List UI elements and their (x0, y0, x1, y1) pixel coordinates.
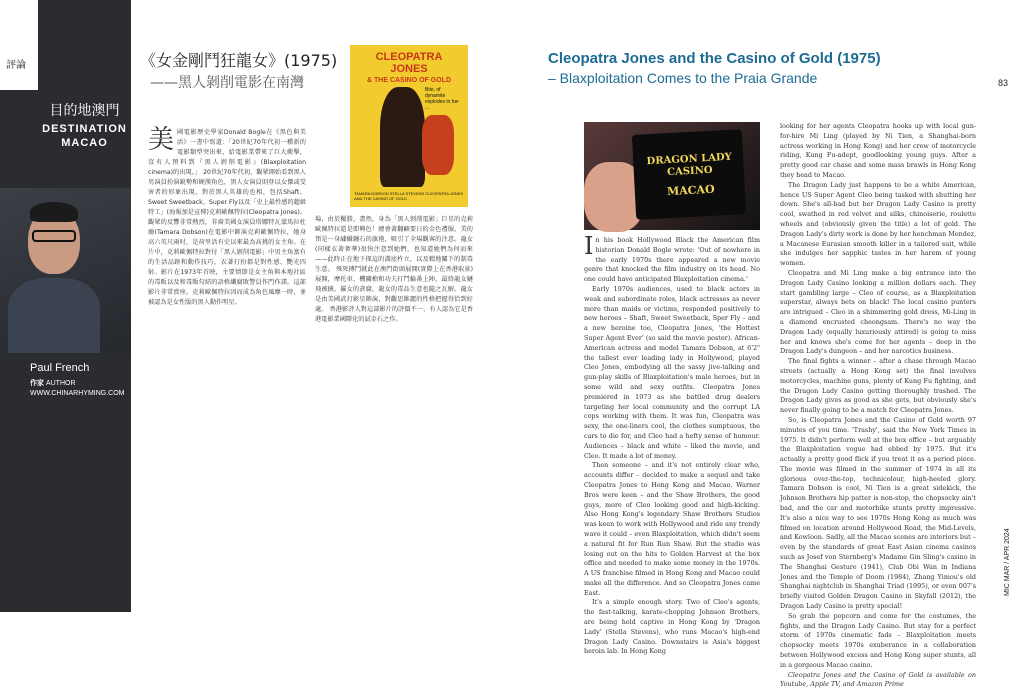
author-website-link[interactable]: WWW.CHINARHYMING.COM (30, 390, 125, 397)
poster-figure (380, 87, 425, 187)
zh-column-2 (315, 215, 473, 605)
column-title-en (38, 122, 131, 150)
author-shirt (8, 278, 100, 353)
matchbox (632, 129, 746, 220)
author-role (30, 378, 76, 388)
en-paragraph-1: n his book Hollywood Black the American film historian Donald Bogle wrote: 'Out of nowhere in the early 1970s there appeared a new movie genre that knocked the film industry on its head. No one could have anticipated Blaxploitation cinema.' (584, 236, 760, 284)
en-paragraph-4: It's a simple enough story. Two of Cleo's agents, the fast-talking, karate-chopping Johnson Brothers, are being held captive in Hong Kong by 'Dragon Lady' (Stella Stevens), who runs Macao's high-end Dragon Lady Casino. Downstairs is Asia's biggest heroin lab. In Hong Kong (584, 598, 760, 656)
author-glasses (32, 230, 76, 242)
en-paragraph-3: Then someone – and it's not entirely clear who, accounts differ – decided to make a sequel and take Cleopatra Jones to Hong Kong and Macao. Warner Bros were keen – and the Shaw Brothers, the good guys, more of Cleo looking good and high-kicking. Also Hong Kong's legendary Shaw Brothers Studios was keen to work with Hollywood and ride any trendy wave it could – even Blaxploitation, which didn't seem a natural fit for Run Run Shaw. But the studio was losing out on the hits to Golden Harvest at the box office and needed to make some money in the 1970s. A US franchise filmed in Hong Kong and Macao could make all the difference. And so Cleopatra Jones came East. (584, 461, 760, 597)
poster-tagline: Bite, of dynamite explodes in her ... (425, 87, 459, 111)
matchbox-text: DRAGON LADY CASINO (646, 151, 733, 179)
issue-label-right: MIC MAR / APR 2024 (1004, 528, 1011, 596)
en-paragraph-9: So, is Cleopatra Jones and the Casino of Gold worth 97 minutes of you time. 'Trashy', said the New York Times in 1975. It didn't perform well at the box office – but arguably the Blaxploitation vogue had ebbed by 1975. But it's actually a pretty good flick if you treat it as a period piece. The movie was filmed in the summer of 1974 in all its glorious over-the-top, technicolour, high-heeled glory. Tamara Dobson is cool, Ni Tien is a great sidekick, the Johnson Brothers hip patter is non-stop, the chopsocky ain't bad, and the car and motorbike stunts pretty impressive. It's also a nice way to see 1970s Hong Kong as much was filmed on location around Hollywood Road, the Mid-Levels, and Kowloon. Sadly, all the Macao scenes are interiors but – even by the standards of great East Asian cinema casinos such as Josef von Sternberg's Madame Gin Sling's casino in The Shanghai Gesture (1941), Club Obi Wan in Indiana Jones and the Temple of Doom (1984), Zhang Yimou's old Shanghai nightclub in Shanghai Triad (1995), or even 007's briefly visited Golden Dragon Casino in Skyfall (2012), the Dragon Lady Casino is pretty special! (780, 415, 976, 611)
zh-article-title: 《女金剛鬥狂龍女》(1975) (140, 51, 338, 70)
en-paragraph-6: The Dragon Lady just happens to be a white American, hence US Super Agent Cleo being tasked with shutting her down. She's all-bad but her Dragon Lady Casino is pretty cool, swathed in red velvet and silks, chinoiserie, roulette wheels and (obviously given the title) a lot of gold. The Dragon Lady's dirty work is done by her henchman Mendez, a Macanese Eurasian smooth killer in a tailored suit, while she indulges her sapphic tastes in her harem of young women. (780, 180, 976, 268)
poster-title-line1: CLEOPATRA JONES (375, 51, 443, 75)
poster-credits: TAMARA DOBSON STELLA STEVENS CLEOPATRA JONES AND THE CASINO OF GOLD (354, 191, 464, 201)
en-article-subtitle: – Blaxploitation Comes to the Praia Grande (548, 70, 818, 86)
poster-title-line2: & THE CASINO OF GOLD (367, 77, 451, 84)
author-role-en: AUTHOR (45, 380, 76, 387)
author-photo (0, 188, 131, 353)
en-paragraph-11: Cleopatra Jones and the Casino of Gold is available on Youtube, Apple TV, and Amazon Prime (780, 670, 976, 689)
column-title-en-line2: MACAO (61, 137, 108, 149)
movie-poster (350, 45, 468, 207)
en-column-1 (584, 232, 760, 656)
column-title-en-line1: DESTINATION (42, 123, 127, 135)
matchbox-text-macao: MACAO (666, 182, 715, 199)
en-paragraph-2: Early 1970s audiences, used to black actors in weak and subordinate roles, black actresses as never more than maids or victims, responded positively to new heroes – Shaft, Sweet Sweetback, Sper Fly – and a new heroine too, Cleopatra Jones, 'the Hottest Super Agent Ever' (so said the movie poster). African-American actress and model Tamara Dobson, at 6'2" the tallest ever leading lady in Hollywood, played Cleo Jones, embodying all the sassy jive-talking and gun-play skills of Blaxploitation's male heroes, but in some wild and sexy outfits. Cleopatra Jones premiered in 1973 as she battled drug dealers targeting her local community and the corrupt LA cops working with them. It was fun, Cleopatra was sexy, the one-liners cool, the clothes sumptuous, the cars to die for, and Cleo had a hefty sense of humour. Audiences – black and white – liked the movie, and Cleo. It made a lot of money. (584, 284, 760, 460)
author-hair (30, 202, 78, 222)
zh-article-subtitle: ——黑人剝削電影在南灣 (150, 75, 304, 91)
matchbox-photo (584, 122, 760, 230)
author-name: Paul French (30, 362, 90, 374)
en-paragraph-8: The final fights a winner – after a chase through Macao streets (actually a Hong Kong set) the final involves motorcycles, machine guns, plenty of Kung Fu fighting, and the Dragon Lady Casino getting thoroughly trashed. The Dragon Lady gives as good as she gets, but obviously she's never finally going to be a match for Cleopatra Jones. (780, 357, 976, 415)
column-header-top (38, 0, 131, 90)
en-paragraph-5: looking for her agents Cleopatra hooks up with local gun-for-hire Mi Ling (played by Ni Tien, a Shanghai-born actress working in Hong Kong) and her crew of motorcycle riding, Kung Fu-adept, goodlooking young guys. After a pretty good car chase and some mass brawls in Hong Kong they head to Macao. (780, 122, 976, 179)
author-role-zh: 作家 (30, 380, 44, 387)
en-dropcap: I (584, 232, 594, 260)
en-paragraph-10: So grab the popcorn and come for the costumes, the fights, and the Dragon Lady Casino. But stay for a perfect storm of 1970s cinematic fads – Blaxploitation meets chopsocky meets 1970s exuberance in a collaboration between Hollywood excess and Hong Kong super stunts, all in a gorgeous Macao casino. (780, 611, 976, 669)
column-title-zh: 目的地澳門 (49, 103, 120, 119)
en-column-2 (780, 122, 976, 689)
zh-column-2-text: 場，由於獨勝，盡然，身為「黑人剝削電影」巨星的克莉歐佩特拉還是即興色！總會著翻顧要日的金色禮服，美的領是一身繡攝纏石的旗袍，吸引了全場觀客的注意。龍女(同樣衣著奢華)很快注意到她們，也知道她們為何而來——此時正在地下探這的溝底杵立，以及精地關下的制毒生意。 殊死搏鬥就此在澳門街頭展開(實際上在香港取景)展開，摩托車、機關槍和功夫打鬥輪番上陣，最終龍女鏈飛被擒，羅女的貪腐，龍女的毒品生意也隨之瓦解。龍女是由美國武打影星飾演，對觀思維麗的性格把握得恰到好處。 香港影評人對這部影片的評價不一，有人認為它是香港電影業國際化的試金石之作。 (315, 216, 473, 323)
poster-figure-secondary (422, 115, 454, 175)
en-paragraph-7: Cleopatra and Mi Ling make a big entrance into the Dragon Lady Casino looking a million dollars each. They start gambling large – Cleo of course, as a Blaxploitation superstar, always bets on black! The local casino punters are intrigued – Cleo in a shimmering gold dress, Mi-Ling in a diamond encrusted cheongsam. There's no way the Dragon Lady (equally luxuriously attired) is going to miss her and knows she's come for her agents – deep in the Dragon Lady's dungeon – and her narcotics business. (780, 268, 976, 356)
en-article-title: Cleopatra Jones and the Casino of Gold (1975) (548, 50, 881, 67)
zh-column-1-text: 國電影歷史學家Donald Bogle在《黑色與美活》一書中寫道：「20世紀70年代初一種新的電影類型突出來，給電影業帶來了巨大衝擊，沒有人預料到『黑人剝削電影』(Blaxploitation cinema)的出現。」 20世紀70年代初，觀眾開始看到黑人男演員扮演銳勢和硬漢角色，黑人女演員則登以女傑或受害者的形象出現，對於黑人英雄的也相，包括Shaft、Sweet Sweetback、Super Fly以及「史上最性感的超級特工」(海報加是宣傳)克莉歐佩特拉(Cleopatra Jones)。觀眾的反響非常熱烈，非裔美國女演員塔娜特瓦蒙馬拉杜爾(Tamara Dobson)在電影中飾演克莉歐佩特拉，她身高六英尺兩吋，是荷里活有史以來最為高挑的女主角。在片中，克莉歐佩特拉對付「黑人剝削電影」中男主角富有的生活品跡和動作技巧，衣著打扮都是對性感、艷光四射。影片在1973年首映，主要情節是女主角與本地社區的毒販以及和毒販勾結的語格纖腐敗警員作門作諾。這部影片非常賣座，克莉歐佩特拉因而成為角色風靡一時，並被認為是女性版的黑人動作明星。 (148, 129, 307, 306)
zh-dropcap: 美 (148, 125, 175, 155)
section-label-zh: 評論 (6, 60, 26, 71)
zh-column-1 (148, 125, 307, 604)
poster-title (360, 51, 458, 84)
en-paragraph (584, 232, 760, 285)
page-number-right: 83 (998, 78, 1009, 88)
